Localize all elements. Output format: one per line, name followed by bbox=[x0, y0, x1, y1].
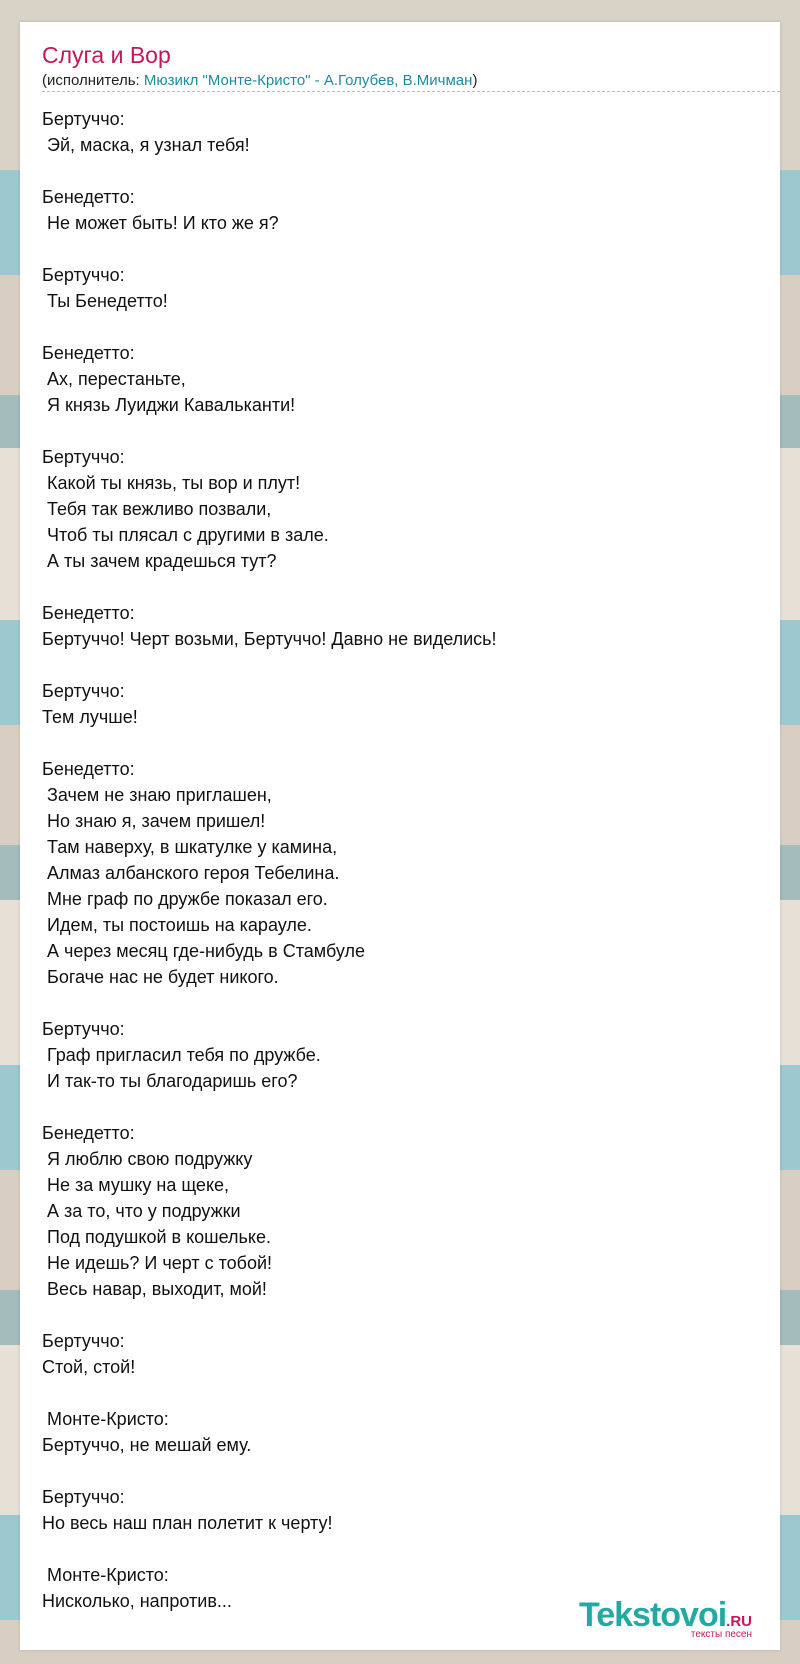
lyric-line: Бертуччо! Черт возьми, Бертуччо! Давно не виделись! bbox=[42, 629, 497, 649]
performer-suffix: ) bbox=[472, 72, 478, 89]
lyric-line: И так-то ты благодаришь его? bbox=[42, 1071, 298, 1091]
lyric-line: Не идешь? И черт с тобой! bbox=[42, 1253, 273, 1273]
performer-line bbox=[42, 72, 780, 92]
lyric-line: Бенедетто: bbox=[42, 187, 135, 207]
lyric-line: Я люблю свою подружку bbox=[42, 1149, 253, 1169]
lyric-line: А ты зачем крадешься тут? bbox=[42, 551, 277, 571]
lyric-line: Весь навар, выходит, мой! bbox=[42, 1279, 267, 1299]
lyric-line: Эй, маска, я узнал тебя! bbox=[42, 135, 250, 155]
lyric-line: Бертуччо: bbox=[42, 1331, 125, 1351]
lyric-line: Бертуччо: bbox=[42, 1019, 125, 1039]
lyric-line: Бертуччо, не мешай ему. bbox=[42, 1435, 252, 1455]
lyrics-card bbox=[20, 22, 780, 1650]
lyric-line: Мне граф по дружбе показал его. bbox=[42, 889, 328, 909]
lyric-line: Алмаз албанского героя Тебелина. bbox=[42, 863, 340, 883]
lyric-line: Под подушкой в кошельке. bbox=[42, 1227, 271, 1247]
lyric-line: Чтоб ты плясал с другими в зале. bbox=[42, 525, 329, 545]
song-title: Слуга и Вор bbox=[42, 42, 171, 68]
lyric-line: Я князь Луиджи Кавальканти! bbox=[42, 395, 296, 415]
lyric-line: Бертуччо: bbox=[42, 447, 125, 467]
lyric-line: Богаче нас не будет никого. bbox=[42, 967, 279, 987]
lyric-line: А через месяц где-нибудь в Стамбуле bbox=[42, 941, 365, 961]
lyrics-text bbox=[42, 106, 497, 1614]
site-logo[interactable] bbox=[579, 1596, 752, 1640]
lyric-line: Бертуччо: bbox=[42, 681, 125, 701]
lyric-line: Нисколько, напротив... bbox=[42, 1591, 232, 1611]
lyric-line: Монте-Кристо: bbox=[42, 1565, 169, 1585]
lyric-line: Тебя так вежливо позвали, bbox=[42, 499, 272, 519]
lyric-line: Бенедетто: bbox=[42, 1123, 135, 1143]
lyric-line: Граф пригласил тебя по дружбе. bbox=[42, 1045, 321, 1065]
lyric-line: А за то, что у подружки bbox=[42, 1201, 241, 1221]
lyric-line: Ты Бенедетто! bbox=[42, 291, 168, 311]
lyric-line: Но знаю я, зачем пришел! bbox=[42, 811, 266, 831]
lyric-line: Какой ты князь, ты вор и плут! bbox=[42, 473, 301, 493]
logo-tld: .RU bbox=[726, 1613, 752, 1630]
lyric-line: Идем, ты постоишь на карауле. bbox=[42, 915, 312, 935]
lyric-line: Не за мушку на щеке, bbox=[42, 1175, 230, 1195]
lyric-line: Ах, перестаньте, bbox=[42, 369, 186, 389]
performer-link[interactable]: Мюзикл "Монте-Кристо" - А.Голубев, В.Мичман bbox=[143, 72, 473, 89]
lyric-line: Тем лучше! bbox=[42, 707, 138, 727]
lyric-line: Монте-Кристо: bbox=[42, 1409, 169, 1429]
lyric-line: Бертуччо: bbox=[42, 1487, 125, 1507]
logo-tagline: тексты песен bbox=[690, 1629, 752, 1640]
lyric-line: Бенедетто: bbox=[42, 343, 135, 363]
lyric-line: Там наверху, в шкатулке у камина, bbox=[42, 837, 338, 857]
lyric-line: Бенедетто: bbox=[42, 759, 135, 779]
performer-prefix: (исполнитель: bbox=[42, 72, 144, 89]
logo-text: Tekstovoi bbox=[578, 1596, 727, 1634]
lyric-line: Не может быть! И кто же я? bbox=[42, 213, 279, 233]
lyric-line: Бенедетто: bbox=[42, 603, 135, 623]
lyric-line: Стой, стой! bbox=[42, 1357, 136, 1377]
lyric-line: Но весь наш план полетит к черту! bbox=[42, 1513, 333, 1533]
lyric-line: Зачем не знаю приглашен, bbox=[42, 785, 272, 805]
lyric-line: Бертуччо: bbox=[42, 265, 125, 285]
lyric-line: Бертуччо: bbox=[42, 109, 125, 129]
